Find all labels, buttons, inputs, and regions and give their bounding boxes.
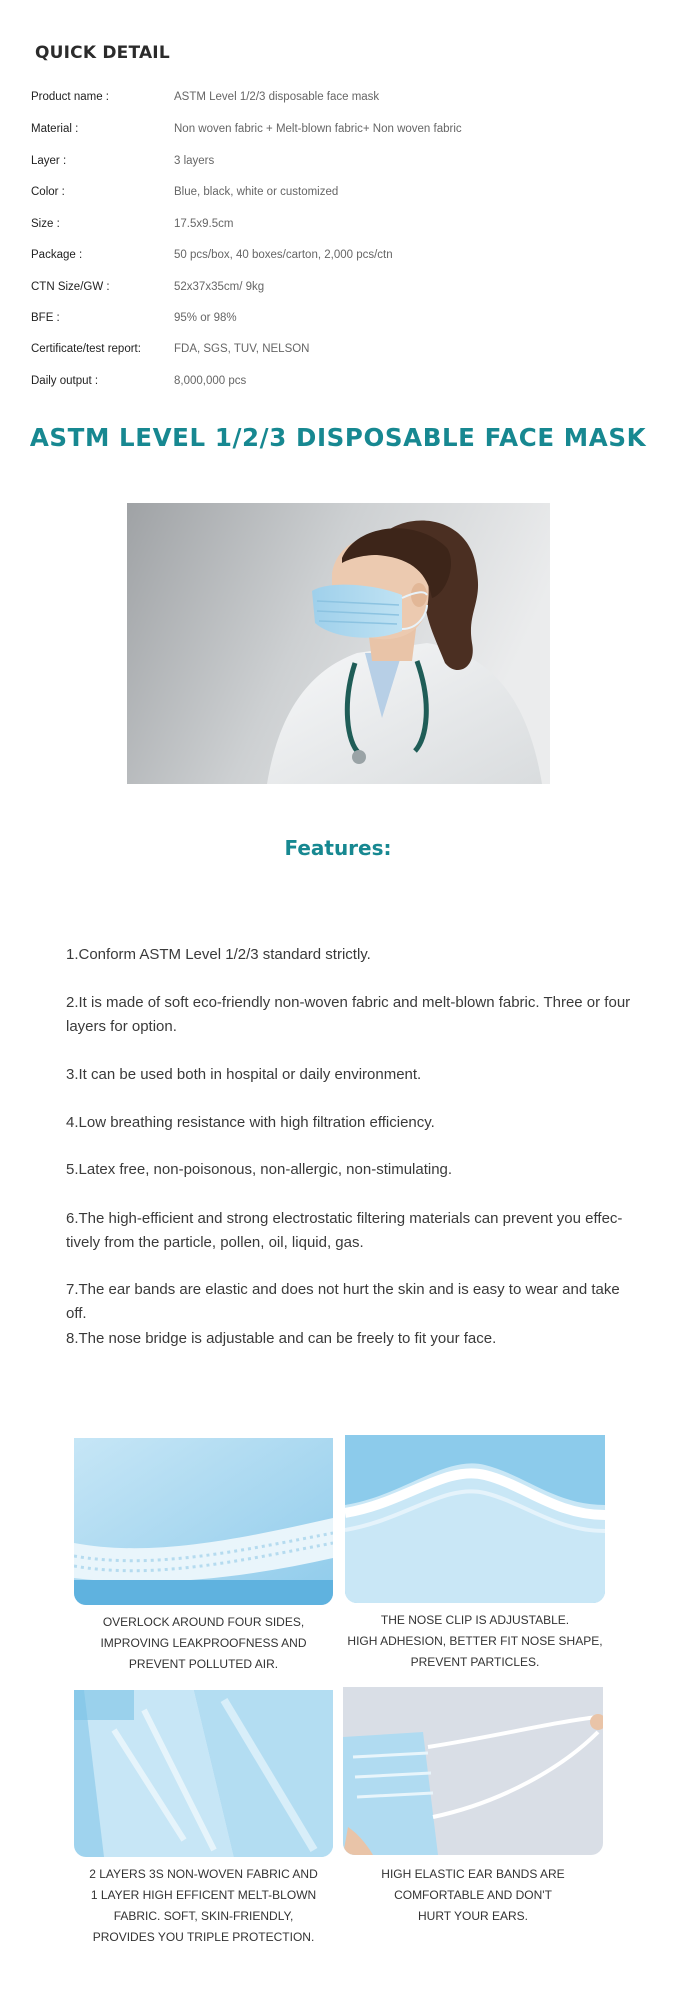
- hero-photo-doctor: [127, 503, 550, 784]
- spec-value: 17.5x9.5cm: [174, 218, 234, 230]
- caption-line: OVERLOCK AROUND FOUR SIDES,: [102, 1615, 305, 1629]
- spec-row-material: [0, 123, 676, 143]
- spec-label: CTN Size/GW :: [31, 281, 110, 293]
- features-title: Features:: [284, 836, 392, 860]
- quick-detail-title: QUICK DETAIL: [35, 43, 170, 63]
- spec-label: Daily output :: [31, 375, 99, 387]
- caption-line: IMPROVING LEAKPROOFNESS AND: [100, 1636, 307, 1650]
- spec-row-size: [0, 218, 676, 238]
- spec-row-layer: [0, 155, 676, 175]
- fabric-edge-image: [74, 1438, 333, 1605]
- caption-line: PROVIDES YOU TRIPLE PROTECTION.: [92, 1930, 315, 1944]
- spec-row-package: [0, 249, 676, 269]
- feature-item-2: 2.It is made of soft eco-friendly non-woven fabric and melt-blown fabric. Three or four layers for option.: [66, 994, 631, 1035]
- caption-line: PREVENT PARTICLES.: [410, 1655, 540, 1669]
- spec-label: Color :: [31, 186, 65, 198]
- caption-line: FABRIC. SOFT, SKIN-FRIENDLY,: [113, 1909, 294, 1923]
- caption-line: THE NOSE CLIP IS ADJUSTABLE.: [380, 1613, 570, 1627]
- feature-item-8: 8.The nose bridge is adjustable and can be freely to fit your face.: [66, 1330, 497, 1347]
- spec-value: 52x37x35cm/ 9kg: [174, 281, 265, 293]
- caption-fabric-layers: [74, 1864, 333, 1948]
- spec-value: FDA, SGS, TUV, NELSON: [174, 343, 310, 355]
- feature-item-6: 6.The high-efficient and strong electrostatic filtering materials can prevent you effec-tively from the particle, pollen, oil, liquid, gas.: [66, 1210, 623, 1251]
- caption-overlock: [74, 1612, 333, 1675]
- spec-label: Size :: [31, 218, 60, 230]
- ear-bands-image: [343, 1687, 603, 1855]
- caption-line: 2 LAYERS 3S NON-WOVEN FABRIC AND: [89, 1867, 318, 1881]
- photo-overlock-edges: [74, 1438, 333, 1605]
- spec-value: 8,000,000 pcs: [174, 375, 247, 387]
- spec-value: 95% or 98%: [174, 312, 237, 324]
- product-heading: ASTM LEVEL 1/2/3 DISPOSABLE FACE MASK: [29, 423, 647, 452]
- spec-label: Package :: [31, 249, 83, 261]
- feature-item-5: 5.Latex free, non-poisonous, non-allergic, non-stimulating.: [66, 1161, 453, 1178]
- caption-line: HIGH ADHESION, BETTER FIT NOSE SHAPE,: [347, 1634, 603, 1648]
- spec-value: 3 layers: [174, 155, 215, 167]
- feature-item-1: 1.Conform ASTM Level 1/2/3 standard strictly.: [66, 946, 371, 963]
- feature-item-3: 3.It can be used both in hospital or daily environment.: [66, 1066, 422, 1083]
- nose-clip-image: [345, 1435, 605, 1603]
- spec-row-color: [0, 186, 676, 206]
- spec-value: 50 pcs/box, 40 boxes/carton, 2,000 pcs/ctn: [174, 249, 393, 261]
- caption-line: COMFORTABLE AND DON'T: [394, 1888, 552, 1902]
- feature-item-4: 4.Low breathing resistance with high filtration efficiency.: [66, 1114, 435, 1131]
- spec-row-ctn-size: [0, 281, 676, 301]
- spec-label: Layer :: [31, 155, 67, 167]
- spec-row-certificate: [0, 343, 676, 363]
- spec-label: Product name :: [31, 91, 109, 103]
- spec-value: ASTM Level 1/2/3 disposable face mask: [174, 91, 380, 103]
- caption-line: 1 LAYER HIGH EFFICENT MELT-BLOWN: [90, 1888, 317, 1902]
- photo-ear-bands: [343, 1687, 603, 1855]
- photo-fabric-layers: [74, 1690, 333, 1857]
- spec-label: Material :: [31, 123, 79, 135]
- caption-line: PREVENT POLLUTED AIR.: [128, 1657, 279, 1671]
- caption-line: HURT YOUR EARS.: [417, 1909, 529, 1923]
- caption-line: HIGH ELASTIC EAR BANDS ARE: [381, 1867, 565, 1881]
- fabric-layers-image: [74, 1690, 333, 1857]
- spec-label: Certificate/test report:: [31, 343, 141, 355]
- caption-nose-clip: [345, 1610, 605, 1673]
- doctor-illustration: [127, 503, 550, 784]
- caption-ear-bands: [343, 1864, 603, 1927]
- spec-value: Non woven fabric + Melt-blown fabric+ Non woven fabric: [174, 123, 462, 135]
- spec-row-product-name: [0, 91, 676, 111]
- spec-row-bfe: [0, 312, 676, 332]
- feature-item-7: 7.The ear bands are elastic and does not hurt the skin and is easy to wear and take off.: [66, 1281, 620, 1322]
- photo-nose-clip: [345, 1435, 605, 1603]
- spec-value: Blue, black, white or customized: [174, 186, 339, 198]
- spec-label: BFE :: [31, 312, 60, 324]
- spec-row-daily-output: [0, 375, 676, 395]
